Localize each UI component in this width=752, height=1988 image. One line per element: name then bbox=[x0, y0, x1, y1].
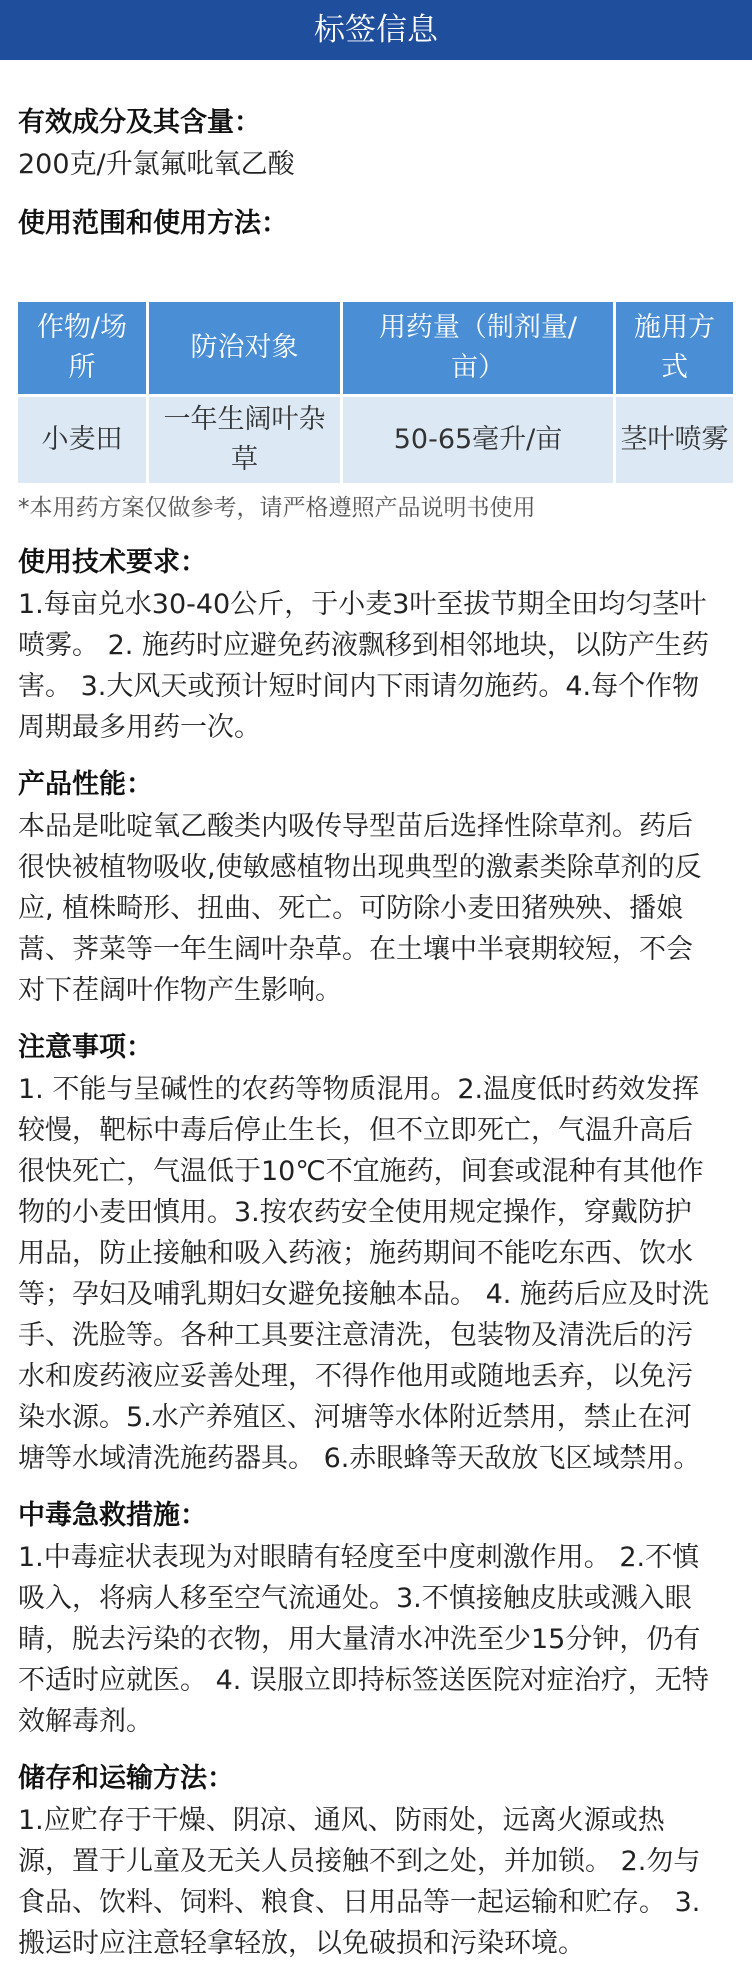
text-line: 水和废药液应妥善处理，不得作他用或随地丢弃，以免污 bbox=[18, 1361, 693, 1392]
table-cell-text: 50-65毫升/亩 bbox=[393, 424, 563, 455]
table-header-cell bbox=[343, 302, 613, 394]
table-header-text: 防治对象 bbox=[190, 332, 299, 363]
table-cell-text: 一年生阔叶杂 bbox=[163, 404, 326, 435]
text-line: 蒿、荠菜等一年生阔叶杂草。在土壤中半衰期较短，不会 bbox=[18, 934, 693, 965]
text-line: 1.每亩兑水30-40公斤，于小麦3叶至拔节期全田均匀茎叶 bbox=[18, 589, 707, 620]
text-line: 喷雾。 2. 施药时应避免药液飘移到相邻地块，以防产生药 bbox=[18, 630, 709, 661]
table-header-text: 作物/场 bbox=[36, 312, 128, 343]
table-header-cell bbox=[616, 302, 733, 394]
text-line: 搬运时应注意轻拿轻放，以免破损和污染环境。 bbox=[18, 1928, 585, 1959]
precautions-text bbox=[18, 1069, 733, 1479]
storage-transport-heading: 储存和运输方法： bbox=[18, 1763, 234, 1794]
text-line: 很快死亡，气温低于10℃不宜施药，间套或混种有其他作 bbox=[18, 1156, 704, 1187]
usage-heading: 使用范围和使用方法： bbox=[18, 208, 288, 239]
text-line: 1.应贮存于干燥、阴凉、通风、防雨处，远离火源或热 bbox=[18, 1805, 665, 1836]
table-header-cell bbox=[149, 302, 340, 394]
text-line: 染水源。5.水产养殖区、河塘等水体附近禁用，禁止在河 bbox=[18, 1402, 692, 1433]
table-cell bbox=[18, 397, 146, 483]
text-line: 物的小麦田慎用。3.按农药安全使用规定操作，穿戴防护 bbox=[18, 1197, 692, 1228]
text-line: 源，置于儿童及无关人员接触不到之处，并加锁。 2.勿与 bbox=[18, 1846, 701, 1877]
text-line: 效解毒剂。 bbox=[18, 1706, 153, 1737]
technical-requirements-text bbox=[18, 584, 733, 748]
table-cell-text: 茎叶喷雾 bbox=[620, 424, 729, 455]
text-line: 害。 3.大风天或预计短时间内下雨请勿施药。4.每个作物 bbox=[18, 671, 700, 702]
text-line: 对下茬阔叶作物产生影响。 bbox=[18, 975, 342, 1006]
label-sections bbox=[18, 542, 733, 1964]
table-cell bbox=[149, 397, 340, 483]
text-line: 食品、饮料、饲料、粮食、日用品等一起运输和贮存。 3. bbox=[18, 1887, 701, 1918]
usage-table bbox=[18, 302, 733, 483]
product-performance-heading: 产品性能： bbox=[18, 769, 153, 800]
text-line: 用品，防止接触和吸入药液；施药期间不能吃东西、饮水 bbox=[18, 1238, 693, 1269]
top-bar bbox=[0, 0, 752, 60]
usage-section bbox=[18, 203, 733, 525]
table-cell bbox=[616, 397, 733, 483]
table-cell-text: 小麦田 bbox=[41, 424, 123, 455]
product-performance-text bbox=[18, 806, 733, 1011]
table-header-text: 亩） bbox=[451, 352, 505, 383]
label-info-content bbox=[0, 102, 752, 1964]
table-cell bbox=[343, 397, 613, 483]
text-line: 等；孕妇及哺乳期妇女避免接触本品。 4. 施药后应及时洗 bbox=[18, 1279, 709, 1310]
text-line: 很快被植物吸收,使敏感植物出现典型的激素类除草剂的反 bbox=[18, 852, 702, 883]
table-header-text: 所 bbox=[68, 352, 96, 383]
text-line: 塘等水域清洗施药器具。 6.赤眼蜂等天敌放飞区域禁用。 bbox=[18, 1443, 701, 1474]
text-line: 1.中毒症状表现为对眼睛有轻度至中度刺激作用。 2.不慎 bbox=[18, 1542, 700, 1573]
technical-requirements-section bbox=[18, 542, 733, 748]
first-aid-section bbox=[18, 1495, 733, 1742]
table-header-text: 施用方 bbox=[634, 312, 715, 343]
active-ingredient-heading: 有效成分及其含量： bbox=[18, 107, 261, 138]
table-header-cell bbox=[18, 302, 146, 394]
technical-requirements-heading: 使用技术要求： bbox=[18, 547, 207, 578]
text-line: 吸入，将病人移至空气流通处。3.不慎接触皮肤或溅入眼 bbox=[18, 1583, 692, 1614]
precautions-section bbox=[18, 1027, 733, 1479]
usage-note: *本用药方案仅做参考，请严格遵照产品说明书使用 bbox=[18, 495, 536, 521]
storage-transport-text bbox=[18, 1800, 733, 1964]
text-line: 1. 不能与呈碱性的农药等物质混用。2.温度低时药效发挥 bbox=[18, 1074, 700, 1105]
text-line: 较慢，靶标中毒后停止生长，但不立即死亡，气温升高后 bbox=[18, 1115, 693, 1146]
product-performance-section bbox=[18, 764, 733, 1011]
text-line: 不适时应就医。 4. 误服立即持标签送医院对症治疗，无特 bbox=[18, 1665, 709, 1696]
active-ingredient-value: 200克/升氯氟吡氧乙酸 bbox=[18, 149, 295, 180]
table-cell-text: 草 bbox=[231, 444, 258, 475]
precautions-heading: 注意事项： bbox=[18, 1032, 153, 1063]
table-header-text: 用药量（制剂量/ bbox=[378, 312, 578, 343]
page-title: 标签信息 bbox=[314, 12, 438, 48]
table-header-text: 式 bbox=[661, 352, 688, 383]
text-line: 应, 植株畸形、扭曲、死亡。可防除小麦田猪殃殃、播娘 bbox=[18, 893, 684, 924]
first-aid-heading: 中毒急救措施： bbox=[18, 1500, 207, 1531]
text-line: 手、洗脸等。各种工具要注意清洗，包装物及清洗后的污 bbox=[18, 1320, 693, 1351]
text-line: 睛，脱去污染的衣物，用大量清水冲洗至少15分钟，仍有 bbox=[18, 1624, 701, 1655]
active-ingredient-section bbox=[18, 102, 733, 185]
storage-transport-section bbox=[18, 1758, 733, 1964]
text-line: 本品是吡啶氧乙酸类内吸传导型苗后选择性除草剂。药后 bbox=[18, 811, 693, 842]
first-aid-text bbox=[18, 1537, 733, 1742]
text-line: 周期最多用药一次。 bbox=[18, 712, 261, 743]
